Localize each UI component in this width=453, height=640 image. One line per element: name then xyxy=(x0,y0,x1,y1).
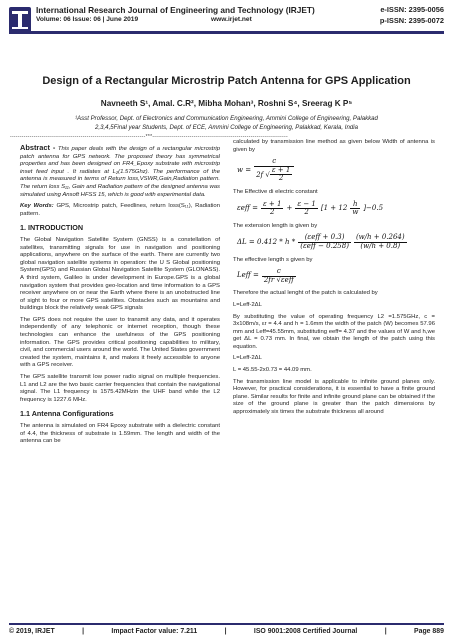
length-equation-1: L=Leff-2ΔL xyxy=(233,301,262,308)
eq-w-num: c xyxy=(254,158,294,167)
eissn: e-ISSN: 2395-0056 xyxy=(380,5,444,14)
intro-paragraph-2: The GPS does not require the user to transmit any data, and it operates independently of any telephonic or internet reception, though these technologies can enhance the usefulness of the GPS positioning information. The GPS provides critical positioning capabilities to military, civil, and commercial users around the world. The United States government created the system, maintains it, and makes it freely accessible to anyone with a GPS receiver. xyxy=(20,316,220,369)
intro-heading: 1. INTRODUCTION xyxy=(20,223,84,233)
keywords-heading: Key Words: xyxy=(20,203,54,210)
eq-w-inner-num: ε + 1 xyxy=(271,165,291,174)
eq-eeff-t2-den: 2 xyxy=(304,208,309,217)
volume-issue: Volume: 06 Issue: 06 | June 2019 xyxy=(36,16,139,23)
effective-dielectric-equation xyxy=(237,201,435,217)
eq-eeff-hw xyxy=(350,201,360,217)
eq-eeff-bracket: [1 + 12 xyxy=(320,203,348,212)
eq-leff-frac xyxy=(262,268,296,284)
intro-paragraph-3: The GPS satellite transmit low power radio signal on multiple frequencies. L1 and L2 are the two basic carrier frequencies that contain the navigational signal. The L1 frequency is 1575.42MHzin the UHF band while the L2 frequency is 1227.6 MHz. xyxy=(20,374,220,403)
pissn: p-ISSN: 2395-0072 xyxy=(379,16,444,25)
eq-eeff-w: w xyxy=(352,208,359,217)
keywords-text: GPS, Microstrip patch, Feedlines, return loss(S₁₁), Radiation pattern. xyxy=(20,203,220,217)
affiliation-2: 2,3,4,5Final year Students, Dept. of ECE, Ammini College of Engineering, Palakkad, Kerala, India xyxy=(95,124,358,131)
effective-length-text: The effective length s given by xyxy=(233,256,313,263)
eq-eeff-lhs: εeff = xyxy=(237,203,258,212)
abstract-heading: Abstract - xyxy=(20,143,56,152)
antenna-config-paragraph: The antenna is simulated on FR4 Epoxy substrate with a dielectric constant of 4.4, the thickness of substrate is 1.59mm. The length and width of the antenna can be xyxy=(20,423,220,445)
eq-eeff-t2 xyxy=(295,201,318,217)
footer-copyright: © 2019, IRJET xyxy=(9,628,55,635)
eq-eeff-t1-num: ε + 1 xyxy=(262,199,282,208)
footer-impact-factor: Impact Factor value: 7.211 xyxy=(111,628,198,635)
length-equation-2: L=Leff-2ΔL xyxy=(233,355,262,362)
eq-leff-den: 2fr √εeff xyxy=(263,275,294,284)
eq-leff-lhs: Leff = xyxy=(237,271,259,280)
abstract-text: This paper deals with the design of a rectangular microstrip patch antenna for GPS network. The proposed theory has symmetrical properties and has been designed on FR4_Epoxy substrate with microstrip inset feed input . It radiates at L₂(1.575Ghz). The performance of the antenna is measured in terms of Return loss,VSWR,Gain,Radiation pattern. The return loss S₁₁, Gain and Radiation pattern of the designed antenna was simulated using Ansoft HFSS 15, which is good with experimental data. xyxy=(20,146,220,198)
footer-sep-3: | xyxy=(384,628,387,635)
journal-name: International Research Journal of Engineering and Technology (IRJET) xyxy=(36,5,315,15)
eq-eeff-plus: + xyxy=(286,203,293,212)
abstract xyxy=(20,144,220,199)
footer-sep-2: | xyxy=(224,628,227,635)
eq-w-den: 2f √ $\frac{\varepsilon + 1}{2}$ xyxy=(256,165,291,183)
eq-leff-num: c xyxy=(262,268,296,277)
extension-length-text: The extension length is given by xyxy=(233,222,318,229)
footer-sep-1: | xyxy=(82,628,85,635)
section-separator: ---------------------------------------------------------------------***--------------------------------------------------------------------- xyxy=(10,134,288,140)
footer xyxy=(9,628,444,635)
intro-paragraph-1: The Global Navigation Satellite System (GNSS) is a constellation of satellites, transmitting signals for use in navigation and positioning applications, anywhere on the surface of the earth. There are currently two global navigation satellite systems in operation: the U S Global positioning System(GPS) and Russian Global Navigation Satellite System (GLONASS). A third system, Galileo is under development in Europe.GPS is a global navigation system that provides geo-location and time information to a GPS receiver anywhere on or near the Earth where there is an unobstructed line of sight to four or more GPS satellites. Obstacles such as mountains and buildings block the relatively weak GPS signals xyxy=(20,236,220,312)
ground-plane-paragraph: The transmission line model is applicable to infinite ground planes only. However, for practical considerations, it is essential to have a finite ground plane. Similar results for finite and infinite ground plane can be obtained if the size of the ground plane is greater than the patch dimensions by approximately six times the substrate thickness all around xyxy=(233,378,435,416)
eq-dl-n2: (w/h + 0.264) xyxy=(355,233,405,242)
width-equation xyxy=(237,158,435,183)
eq-eeff-h: h xyxy=(350,201,360,210)
paper-authors: Navneeth S¹, Amal. C.R², Mibha Mohan³, Roshni S⁴, Sreerag K P⁵ xyxy=(100,99,353,108)
extension-length-equation xyxy=(237,234,435,250)
irjet-logo-icon xyxy=(9,7,31,33)
keywords xyxy=(20,203,220,218)
eq-eeff-t1 xyxy=(261,201,284,217)
eq-dl-f1 xyxy=(298,234,351,250)
actual-length-text: Therefore the actual lenght of the patch is calculated by xyxy=(233,290,378,297)
eq-eeff-t1-den: 2 xyxy=(269,208,275,217)
header-divider xyxy=(9,31,444,34)
effective-dielectric-text: The Effective di electric constant xyxy=(233,188,318,195)
right-column xyxy=(233,139,435,421)
eq-dl-f2 xyxy=(354,234,407,250)
eq-w-lhs: w = xyxy=(237,165,252,174)
paper-title: Design of a Rectangular Microstrip Patch Antenna for GPS Application xyxy=(42,75,411,87)
eq-eeff-t2-num: ε − 1 xyxy=(297,199,316,208)
eq-w-inner xyxy=(270,167,293,183)
eq-dl-d1: (εeff − 0.258) xyxy=(300,241,349,250)
footer-divider xyxy=(9,623,444,625)
antenna-config-heading: 1.1 Antenna Configurations xyxy=(20,409,114,419)
width-intro-text: calculated by transmission line method as given below Width of antenna is given by xyxy=(233,139,435,153)
eq-dl-d2: (w/h + 0.8) xyxy=(360,241,401,250)
footer-page-number: Page 889 xyxy=(414,628,444,635)
eq-w-inner-den: 2 xyxy=(278,174,284,183)
eq-w-fraction xyxy=(254,158,294,183)
eq-w-den-pre: 2f xyxy=(256,170,264,179)
length-result: L = 45.55-2x0.73 = 44.09 mm. xyxy=(233,367,312,374)
journal-website-link[interactable]: www.irjet.net xyxy=(211,16,252,23)
substitution-paragraph: By substituting the value of operating frequency L2 =1.575GHz, c = 3x108m/s, εr = 4.4 and h = 1.6mm the width of the patch (W) becomes 57.96 mm and Leff=45.55mm, substituting eeff= 4.37 and the values of W and h,we get ΔL = 0.73 mm. In final, we obtain the length of the patch using this equation. xyxy=(233,313,435,350)
eq-dl-n1: (εeff + 0.3) xyxy=(298,234,351,243)
footer-iso: ISO 9001:2008 Certified Journal xyxy=(253,628,358,635)
eq-eeff-exp: ]−0.5 xyxy=(363,203,384,212)
affiliation-1: ¹Asst Professor, Dept. of Electronics and Communication Engineering, Ammini College of Engineering, Palakkad xyxy=(75,115,378,122)
effective-length-equation xyxy=(237,268,435,284)
left-column xyxy=(20,144,220,450)
eq-dl-lhs: ΔL = 0.412 * h * xyxy=(237,237,296,246)
